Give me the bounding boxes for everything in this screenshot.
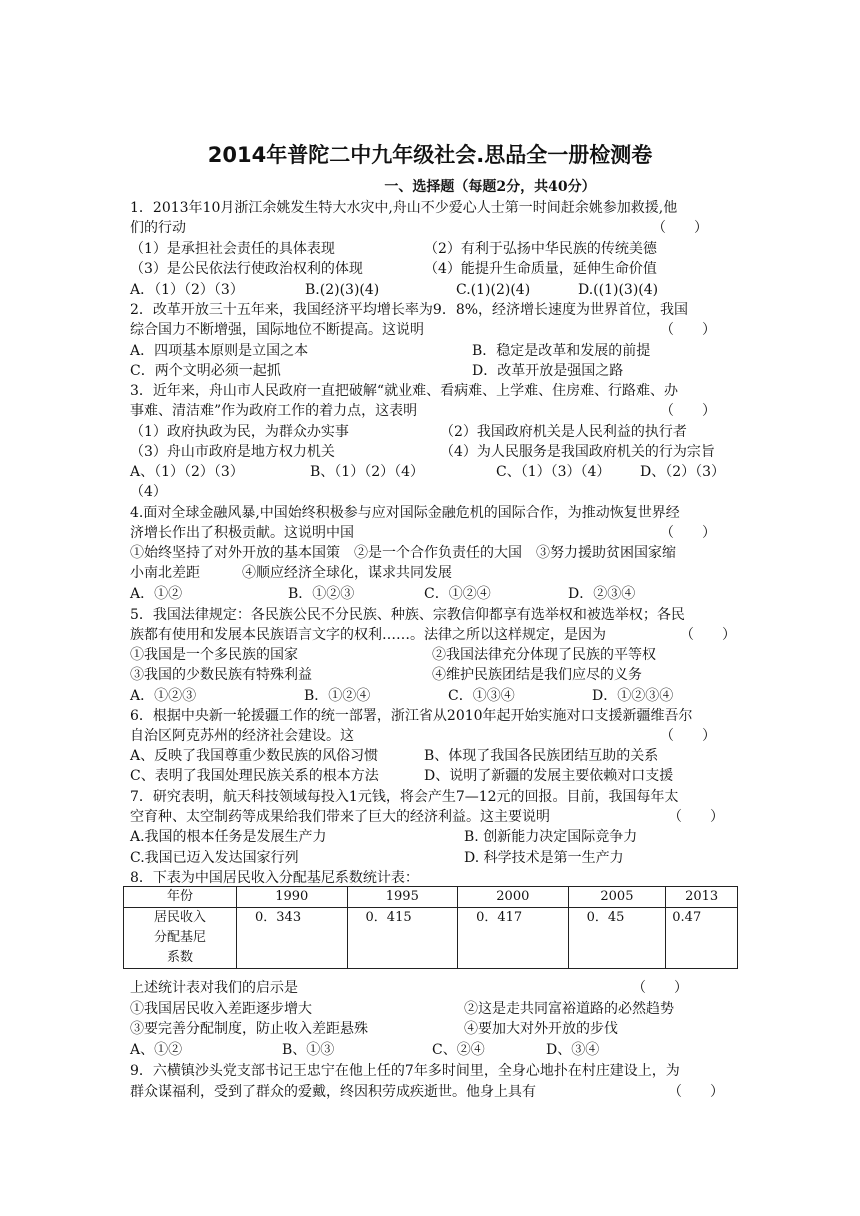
q1-choice-b: B.(2)(3)(4)	[305, 282, 380, 298]
q8-choice-c: C、②④	[432, 1042, 485, 1058]
q3-option-1: （1）政府执政为民，为群众办实事	[130, 424, 349, 440]
q7-line-1: 7．研究表明，航天科技领域每投入1元钱，将会产生7—12元的回报。目前，我国每年太	[130, 789, 679, 805]
table-cell-value: 0．45	[586, 910, 625, 925]
q3-choice-a: A、（1）（2）（3）	[130, 464, 244, 480]
q3-line-1: 3．近年来，舟山市人民政府一直把破解“就业难、看病难、上学难、住房难、行路难、办	[130, 383, 679, 399]
table-row-label	[124, 908, 237, 969]
q1-option-2: （2）有利于弘扬中华民族的传统美德	[424, 241, 657, 257]
gini-coefficient-table	[123, 886, 738, 969]
table-row-label-line: 分配基尼	[153, 930, 206, 945]
q4-line-4: 小南北差距 ④顺应经济全球化，谋求共同发展	[130, 565, 452, 581]
table-cell	[458, 908, 569, 969]
q3-choice-b: B、（1）（2）（4）	[310, 464, 425, 480]
table-cell	[347, 908, 458, 969]
table-cell-value: 0．415	[365, 910, 412, 925]
q8-choice-a: A、①②	[130, 1042, 183, 1058]
q4-choice-a: A．①②	[130, 586, 183, 602]
q6-choice-c: C、表明了我国处理民族关系的根本方法	[130, 768, 379, 784]
q8-line-1: 8．下表为中国居民收入分配基尼系数统计表：	[130, 870, 419, 886]
q2-choice-d: D．改革开放是强国之路	[472, 363, 624, 379]
q8-choice-d: D、③④	[546, 1042, 600, 1058]
q8-choice-b: B、①③	[282, 1042, 335, 1058]
q2-line-1: 2．改革开放三十五年来，我国经济平均增长率为9．8%，经济增长速度为世界首位，我国	[130, 302, 689, 318]
q8-answer-bracket: （ ）	[632, 980, 688, 996]
q4-choice-b: B．①②③	[288, 586, 355, 602]
q8-option-2: ②这是走共同富裕道路的必然趋势	[464, 1001, 674, 1017]
q7-choice-b: B. 创新能力决定国际竞争力	[464, 829, 638, 845]
q3-choice-d-continued: （4）	[130, 484, 167, 500]
table-row-label-line: 居民收入	[153, 910, 206, 925]
q4-choice-c: C．①②④	[424, 586, 491, 602]
q5-choice-b: B．①②④	[304, 688, 371, 704]
section-heading: 一、选择题（每题2分，共40分）	[384, 179, 596, 195]
table-cell	[568, 908, 666, 969]
q8-option-4: ④要加大对外开放的步伐	[464, 1021, 618, 1037]
table-header-year: 2005	[568, 887, 666, 908]
q9-line-1: 9．六横镇沙头党支部书记王忠宁在他上任的7年多时间里，全身心地扑在村庄建设上，为	[130, 1063, 680, 1079]
q8-option-3: ③要完善分配制度，防止收入差距悬殊	[130, 1021, 368, 1037]
table-header-year: 2013	[666, 887, 738, 908]
q5-option-4: ④维护民族团结是我们应尽的义务	[432, 667, 642, 683]
q7-answer-bracket: （ ）	[668, 809, 724, 825]
q5-line-1: 5．我国法律规定：各民族公民不分民族、种族、宗教信仰都享有选举权和被选举权；各民	[130, 607, 685, 623]
q1-answer-bracket: （ ）	[652, 220, 708, 236]
q4-choice-d: D．②③④	[568, 586, 636, 602]
q5-option-2: ②我国法律充分体现了民族的平等权	[432, 647, 656, 663]
q3-option-3: （3）舟山市政府是地方权力机关	[130, 444, 335, 460]
table-row	[124, 908, 738, 969]
q3-option-2: （2）我国政府机关是人民利益的执行者	[440, 424, 687, 440]
table-header-row	[124, 887, 738, 908]
q9-line-2: 群众谋福利，受到了群众的爱戴，终因积劳成疾逝世。他身上具有	[130, 1084, 536, 1100]
q6-line-1: 6．根据中央新一轮援疆工作的统一部署，浙江省从2010年起开始实施对口支援新疆维吾尔	[130, 708, 693, 724]
q1-line-2: 们的行动	[130, 220, 186, 236]
q6-choice-d: D、说明了新疆的发展主要依赖对口支援	[424, 768, 674, 784]
table-header-year: 1995	[347, 887, 458, 908]
q1-option-4: （4）能提升生命质量，延伸生命价值	[424, 261, 657, 277]
q2-choice-a: A．四项基本原则是立国之本	[130, 343, 309, 359]
q9-answer-bracket: （ ）	[668, 1084, 724, 1100]
table-cell	[666, 908, 738, 969]
q5-choice-d: D．①②③④	[592, 688, 674, 704]
table-header-year: 1990	[237, 887, 348, 908]
q3-line-2: 事难、清洁难”作为政府工作的着力点，这表明	[130, 403, 418, 419]
q2-answer-bracket: （ ）	[660, 322, 716, 338]
q5-line-2: 族都有使用和发展本民族语言文字的权利……。法律之所以这样规定，是因为	[130, 627, 606, 643]
q4-answer-bracket: （ ）	[660, 525, 716, 541]
q6-choice-a: A、反映了我国尊重少数民族的风俗习惯	[130, 748, 379, 764]
q3-choice-c: C、（1）（3）（4）	[496, 464, 611, 480]
q2-choice-b: B．稳定是改革和发展的前提	[472, 343, 651, 359]
table-header-year: 2000	[458, 887, 569, 908]
table-header-year-label: 年份	[124, 887, 237, 908]
q7-choice-d: D. 科学技术是第一生产力	[464, 850, 624, 866]
q5-answer-bracket: （ ）	[680, 627, 736, 643]
q2-line-2: 综合国力不断增强，国际地位不断提高。这说明	[130, 322, 424, 338]
table-cell-value: 0．417	[476, 910, 523, 925]
q7-line-2: 空育种、太空制药等成果给我们带来了巨大的经济利益。这主要说明	[130, 809, 550, 825]
q3-option-4: （4）为人民服务是我国政府机关的行为宗旨	[440, 444, 715, 460]
q4-line-3: ①始终坚持了对外开放的基本国策 ②是一个合作负责任的大国 ③努力援助贫困国家缩	[130, 545, 676, 561]
q5-choice-c: C．①③④	[448, 688, 515, 704]
q3-choice-d: D、（2）（3）	[640, 464, 726, 480]
q7-choice-a: A.我国的根本任务是发展生产力	[130, 829, 327, 845]
q7-choice-c: C.我国已迈入发达国家行列	[130, 850, 299, 866]
q8-option-1: ①我国居民收入差距逐步增大	[130, 1001, 312, 1017]
table-cell	[237, 908, 348, 969]
q6-answer-bracket: （ ）	[660, 728, 716, 744]
q3-answer-bracket: （ ）	[660, 403, 716, 419]
q6-line-2: 自治区阿克苏州的经济社会建设。这	[130, 728, 354, 744]
q6-choice-b: B、体现了我国各民族团结互助的关系	[424, 748, 659, 764]
q1-choice-a: A．（1）（2）（3）	[130, 282, 244, 298]
q4-line-1: 4.面对全球金融风暴,中国始终积极参与应对国际金融危机的国际合作，为推动恢复世界经	[130, 505, 680, 521]
q1-choice-c: C.(1)(2)(4)	[456, 282, 531, 298]
q1-option-3: （3）是公民依法行使政治权利的体现	[130, 261, 363, 277]
table-cell-value: 0.47	[672, 910, 702, 925]
q1-line-1: 1．2013年10月浙江余姚发生特大水灾中,舟山不少爱心人士第一时间赶余姚参加救援,他	[130, 200, 678, 216]
q8-line-2: 上述统计表对我们的启示是	[130, 980, 298, 996]
page-title: 2014年普陀二中九年级社会.思品全一册检测卷	[207, 143, 653, 167]
table-cell-value: 0．343	[255, 910, 302, 925]
q5-option-3: ③我国的少数民族有特殊利益	[130, 667, 312, 683]
q5-choice-a: A．①②③	[130, 688, 197, 704]
q1-choice-d: D.((1)(3)(4)	[578, 282, 659, 298]
q1-option-1: （1）是承担社会责任的具体表现	[130, 241, 335, 257]
table-row-label-line: 系数	[166, 950, 193, 965]
q2-choice-c: C．两个文明必须一起抓	[130, 363, 281, 379]
q5-option-1: ①我国是一个多民族的国家	[130, 647, 298, 663]
q4-line-2: 济增长作出了积极贡献。这说明中国	[130, 525, 354, 541]
